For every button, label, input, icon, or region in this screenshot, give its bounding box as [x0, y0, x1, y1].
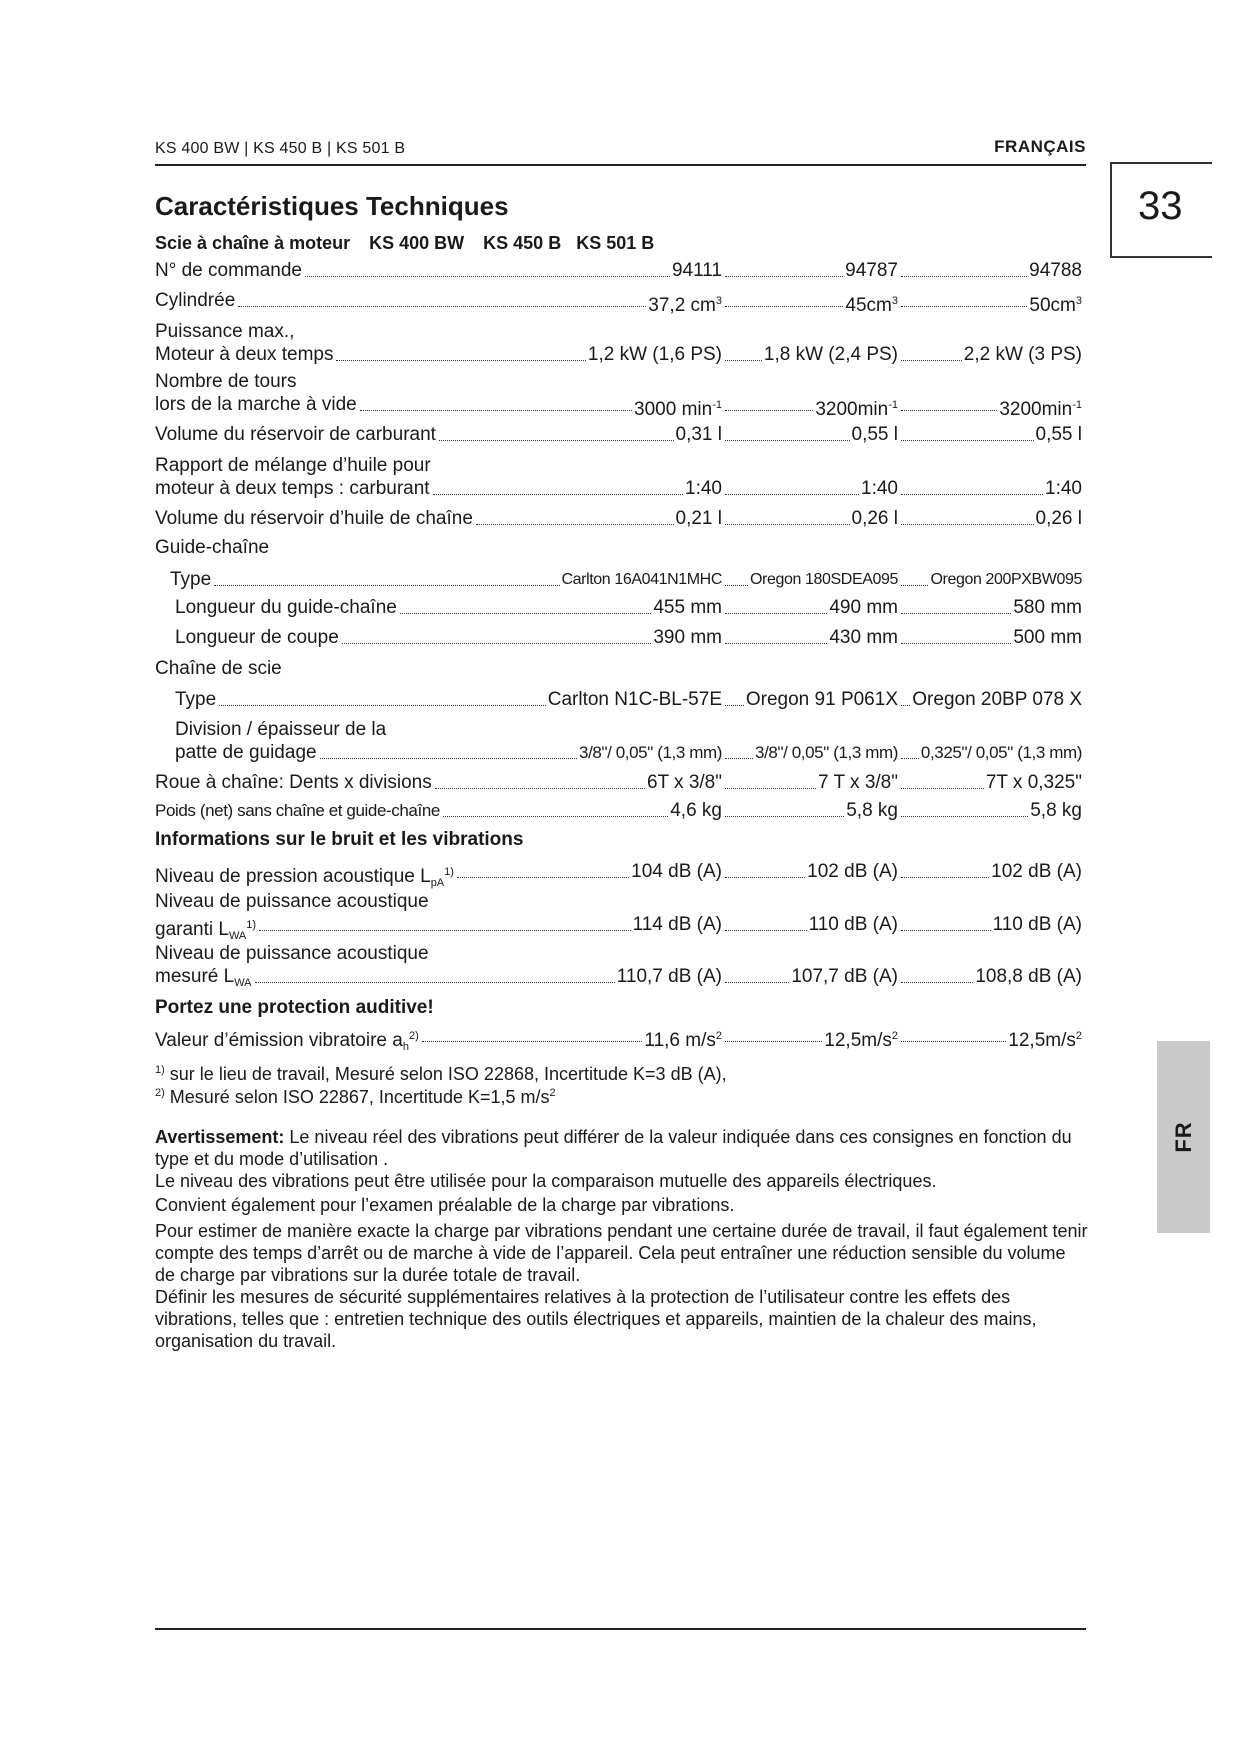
spec-row-fuel-tank: [155, 423, 1082, 447]
spec-value-2: 1,8 kW (2,4 PS): [763, 344, 898, 365]
leader-dots: [901, 643, 1011, 644]
subtitle-model-2: KS 450 B: [483, 233, 562, 253]
leader-dots: [725, 930, 807, 931]
spec-row-sprocket: [155, 771, 1082, 795]
spec-group-saw-chain: Chaîne de scie: [155, 658, 282, 679]
spec-value-3: Oregon 200PXBW095: [930, 571, 1082, 588]
hearing-protection-notice: Portez une protection auditive!: [155, 997, 434, 1018]
spec-value-2: $3200\min^{-1}$: [815, 399, 898, 420]
spec-value-1: 114 dB (A): [632, 914, 722, 935]
spec-value-3: 0,55 l: [1035, 424, 1082, 445]
spec-value-1: 110,7 dB (A): [616, 966, 722, 987]
leader-dots: [238, 306, 646, 307]
leader-dots: [901, 306, 1027, 307]
spec-value-3: 500 mm: [1013, 627, 1082, 648]
spec-value-3: 108,8 dB (A): [975, 966, 1082, 987]
leader-dots: [901, 613, 1011, 614]
spec-value-3: 102 dB (A): [991, 861, 1082, 882]
spec-row-weight: [155, 799, 1082, 823]
spec-label: Volume du réservoir d’huile de chaîne: [155, 508, 473, 529]
spec-value-3: 5,8 kg: [1030, 800, 1082, 821]
leader-dots: [901, 494, 1043, 495]
leader-dots: [901, 1041, 1006, 1042]
leader-dots: [725, 758, 753, 759]
page-number-box: [1110, 162, 1212, 258]
spec-label: Longueur de coupe: [175, 627, 339, 648]
warning-paragraph-4: Pour estimer de manière exacte la charge par vibrations pendant une certaine durée de travail, il faut également tenir compte des temps d’arrêt ou de marche à vide de l’appareil. Cela peut entraîner une réduction sensible du volume de charge par vibrations sur la durée totale de travail.: [155, 1221, 1088, 1285]
leader-dots: [725, 410, 813, 411]
leader-dots: [400, 613, 652, 614]
spec-row-power: [155, 343, 1082, 367]
spec-value-2: 5,8 kg: [846, 800, 898, 821]
leader-dots: [476, 524, 674, 525]
spec-value-1: Carlton N1C-BL-57E: [547, 689, 722, 710]
spec-row-oil-tank: [155, 507, 1082, 531]
spec-label: patte de guidage: [175, 742, 317, 763]
header-language: FRANÇAIS: [994, 137, 1086, 156]
footer-rule: [155, 1628, 1086, 1630]
leader-dots: [725, 276, 843, 277]
warning-paragraph-1: Avertissement: Le niveau réel des vibrations peut différer de la valeur indiquée dans ces consignes en fonction du type et du mode d’utilisation .: [155, 1127, 1072, 1169]
spec-value-1: 3000 $\min^{-1}$: [634, 399, 722, 420]
spec-value-1: 1,2 kW (1,6 PS): [587, 344, 722, 365]
footnote-1: $^{1)}$ sur le lieu de travail, Mesuré selon ISO 22868, Incertitude K=3 dB (A),: [155, 1064, 727, 1084]
spec-value-1: Carlton 16A041N1MHC: [561, 571, 722, 588]
spec-label: Longueur du guide-chaîne: [175, 597, 397, 618]
spec-row-sound-power-guaranteed: [155, 913, 1082, 942]
leader-dots: [422, 1041, 643, 1042]
spec-subtitle: [155, 233, 668, 254]
spec-value-1: 4,6 kg: [670, 800, 722, 821]
spec-value-3: $12,5m/s^2$: [1008, 1030, 1082, 1051]
spec-row-pitch: [175, 741, 1082, 765]
leader-dots: [901, 758, 919, 759]
leader-dots: [901, 410, 997, 411]
spec-label-power-measured-1: Niveau de puissance acoustique: [155, 943, 429, 964]
spec-row-cut-length: [175, 626, 1082, 650]
leader-dots: [725, 877, 805, 878]
leader-dots: [725, 360, 762, 361]
leader-dots: [457, 877, 629, 878]
spec-row-sound-pressure: [155, 860, 1082, 889]
spec-row-chain-type: [175, 688, 1082, 712]
leader-dots: [435, 788, 645, 789]
spec-value-1: 37,2 $cm^3$: [648, 295, 722, 316]
spec-row-order-number: [155, 259, 1082, 283]
leader-dots: [901, 705, 910, 706]
warning-paragraph-3: Convient également pour l’examen préalable de la charge par vibrations.: [155, 1195, 735, 1215]
spec-label: moteur à deux temps : carburant: [155, 478, 430, 499]
spec-value-1: 390 mm: [653, 627, 722, 648]
spec-value-3: 1:40: [1045, 478, 1082, 499]
leader-dots: [901, 982, 973, 983]
spec-value-2: 110 dB (A): [808, 914, 898, 935]
spec-value-3: Oregon 20BP 078 X: [912, 689, 1082, 710]
spec-label-mix-1: Rapport de mélange d’huile pour: [155, 455, 431, 476]
spec-label-pitch-1: Division / épaisseur de la: [175, 719, 387, 740]
leader-dots: [725, 816, 844, 817]
spec-value-2: $45cm^3$: [845, 295, 898, 316]
spec-value-2: 94787: [845, 260, 898, 281]
leader-dots: [725, 705, 744, 706]
spec-label: Type: [175, 689, 217, 710]
spec-value-3: 110 dB (A): [992, 914, 1082, 935]
spec-value-1: 3/8"/ 0,05" (1,3 mm): [579, 743, 722, 762]
spec-value-2: Oregon 180SDEA095: [750, 571, 898, 588]
spec-label-idle-1: Nombre de tours: [155, 371, 297, 392]
leader-dots: [901, 440, 1034, 441]
spec-value-2: 490 mm: [829, 597, 898, 618]
spec-value-1: 6T x 3/8": [646, 772, 722, 793]
leader-dots: [901, 524, 1034, 525]
spec-row-bar-length: [175, 596, 1082, 620]
subtitle-label: Scie à chaîne à moteur: [155, 233, 351, 253]
spec-row-sound-power-measured: [155, 965, 1082, 989]
leader-dots: [725, 788, 816, 789]
warning-paragraph-2: Le niveau des vibrations peut être utilisée pour la comparaison mutuelle des appareils électriques.: [155, 1171, 937, 1191]
leader-dots: [336, 360, 585, 361]
leader-dots: [725, 524, 850, 525]
spec-value-2: 102 dB (A): [807, 861, 898, 882]
spec-value-1: 455 mm: [653, 597, 722, 618]
spec-row-mix-ratio: [155, 477, 1082, 501]
spec-value-1: 1:40: [685, 478, 722, 499]
spec-value-1: 0,31 l: [675, 424, 722, 445]
spec-label-power-1: Puissance max.,: [155, 321, 295, 342]
spec-label-power-guaranteed-1: Niveau de puissance acoustique: [155, 891, 429, 912]
leader-dots: [342, 643, 652, 644]
leader-dots: [219, 705, 546, 706]
spec-value-1: 104 dB (A): [631, 861, 722, 882]
spec-label: Niveau de pression acoustique $L_{pA}^{1)}$: [155, 866, 454, 889]
page-title: Caractéristiques Techniques: [155, 191, 509, 221]
spec-value-2: 3/8"/ 0,05" (1,3 mm): [755, 743, 898, 762]
leader-dots: [443, 816, 668, 817]
leader-dots: [901, 585, 928, 586]
leader-dots: [901, 930, 991, 931]
leader-dots: [901, 788, 984, 789]
leader-dots: [725, 1041, 822, 1042]
leader-dots: [214, 585, 559, 586]
spec-value-1: 11,6 $m/s^2$: [644, 1030, 722, 1051]
spec-label: garanti $L_{WA}^{1)}$: [155, 919, 257, 942]
language-side-tab: [1157, 1041, 1210, 1233]
footnote-2: $^{2)}$ Mesuré selon ISO 22867, Incertitude K=1,5 $m/s^2$: [155, 1087, 556, 1107]
leader-dots: [725, 643, 827, 644]
leader-dots: [725, 982, 789, 983]
spec-value-3: 7T x 0,325": [985, 772, 1082, 793]
spec-value-1: 0,21 l: [675, 508, 722, 529]
spec-label: Volume du réservoir de carburant: [155, 424, 436, 445]
leader-dots: [901, 877, 989, 878]
leader-dots: [725, 306, 843, 307]
spec-value-2: 430 mm: [829, 627, 898, 648]
spec-label: Type: [170, 569, 212, 590]
leader-dots: [305, 276, 670, 277]
spec-row-displacement: [155, 289, 1082, 316]
leader-dots: [901, 360, 962, 361]
spec-value-2: $12,5m/s^2$: [824, 1030, 898, 1051]
language-side-tab-label: FR: [1170, 1121, 1196, 1153]
leader-dots: [433, 494, 683, 495]
spec-value-2: 0,55 l: [851, 424, 898, 445]
spec-value-3: 0,325"/ 0,05" (1,3 mm): [920, 743, 1082, 762]
spec-value-3: 2,2 kW (3 PS): [963, 344, 1082, 365]
spec-value-3: $3200\min^{-1}$: [999, 399, 1082, 420]
page-number: 33: [1138, 184, 1183, 228]
subtitle-model-3: KS 501 B: [576, 233, 655, 253]
spec-label: Cylindrée: [155, 290, 236, 311]
spec-label: Valeur d’émission vibratoire $a_h^{2)}$: [155, 1030, 419, 1053]
leader-dots: [360, 410, 632, 411]
subtitle-model-1: KS 400 BW: [369, 233, 465, 253]
spec-label: Poids (net) sans chaîne et guide-chaîne: [155, 801, 440, 820]
spec-value-3: $50cm^3$: [1029, 295, 1082, 316]
leader-dots: [901, 816, 1028, 817]
leader-dots: [725, 585, 748, 586]
spec-value-2: 107,7 dB (A): [791, 966, 898, 987]
leader-dots: [901, 276, 1027, 277]
spec-group-guide-bar: Guide-chaîne: [155, 537, 270, 558]
leader-dots: [725, 494, 859, 495]
leader-dots: [439, 440, 674, 441]
spec-value-3: 580 mm: [1013, 597, 1082, 618]
leader-dots: [725, 613, 827, 614]
spec-value-3: 94788: [1029, 260, 1082, 281]
warning-paragraph-5: Définir les mesures de sécurité supplémentaires relatives à la protection de l’utilisateur contre les effets des vibrations, telles que : entretien technique des outils électriques et appareils, maintien de la chaleur des mains, organisation du travail.: [155, 1287, 1037, 1351]
noise-heading: Informations sur le bruit et les vibrations: [155, 829, 524, 850]
spec-label: mesuré $L_{WA}$: [155, 966, 252, 989]
spec-label: N° de commande: [155, 260, 302, 281]
header-models: KS 400 BW | KS 450 B | KS 501 B: [155, 140, 406, 157]
spec-label: Roue à chaîne: Dents x divisions: [155, 772, 432, 793]
leader-dots: [259, 930, 631, 931]
spec-row-vibration: [155, 1024, 1082, 1053]
spec-label: lors de la marche à vide: [155, 394, 357, 415]
spec-row-idle-speed: [155, 393, 1082, 420]
spec-value-3: 0,26 l: [1035, 508, 1082, 529]
leader-dots: [320, 758, 577, 759]
spec-row-bar-type: [170, 568, 1082, 592]
spec-value-2: 1:40: [861, 478, 898, 499]
spec-value-1: 94111: [671, 260, 722, 281]
spec-label: Moteur à deux temps: [155, 344, 334, 365]
leader-dots: [255, 982, 615, 983]
spec-value-2: 7 T x 3/8": [818, 772, 898, 793]
spec-value-2: Oregon 91 P061X: [745, 689, 898, 710]
page-header: [155, 136, 1086, 166]
spec-value-2: 0,26 l: [851, 508, 898, 529]
leader-dots: [725, 440, 850, 441]
